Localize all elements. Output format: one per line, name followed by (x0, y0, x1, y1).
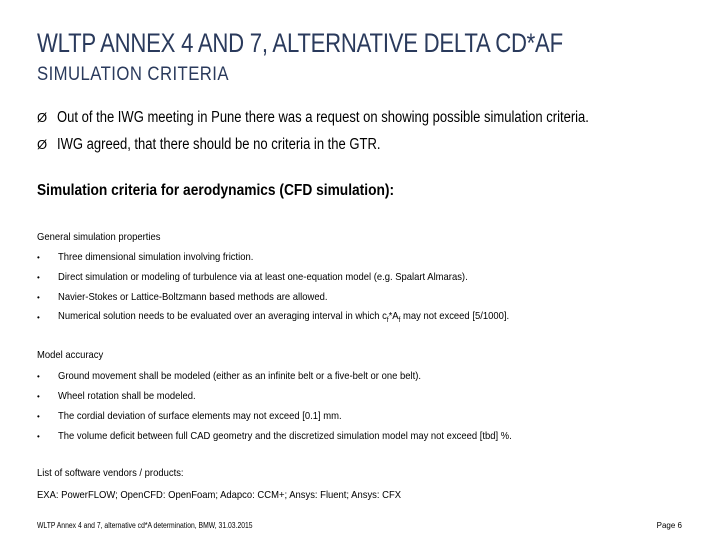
list-item (37, 426, 707, 446)
model-accuracy-list (37, 366, 707, 446)
bullet-text: Out of the IWG meeting in Pune there was a request on showing possible simulation criteria. (57, 108, 589, 126)
list-item (37, 307, 707, 327)
list-item-text: The volume deficit between full CAD geometry and the discretized simulation model may not exceed [tbd] %. (58, 430, 512, 442)
arrow-bullet-icon: Ø (37, 110, 48, 125)
bullet-dot-icon: • (37, 411, 40, 421)
general-properties-heading: General simulation properties (37, 231, 161, 243)
model-accuracy-heading: Model accuracy (37, 349, 104, 361)
page-title: WLTP ANNEX 4 AND 7, ALTERNATIVE DELTA CD*AF (37, 28, 563, 58)
vendors-list: EXA: PowerFLOW; OpenCFD: OpenFoam; Adapco: CCM+; Ansys: Fluent; Ansys: CFX (37, 489, 402, 501)
list-item-text-part: may not exceed [5/1000]. (400, 309, 510, 322)
bullet-dot-icon: • (37, 371, 40, 381)
page-subtitle: SIMULATION CRITERIA (37, 64, 229, 85)
list-item (37, 247, 707, 267)
list-item-text-part: Numerical solution needs to be evaluated over an averaging interval in which c (58, 309, 387, 322)
list-item (37, 104, 717, 131)
list-item-text: The cordial deviation of surface elements may not exceed [0.1] mm. (58, 410, 342, 422)
list-item (37, 366, 707, 386)
bullet-dot-icon: • (37, 292, 40, 302)
list-item-text: Three dimensional simulation involving friction. (58, 251, 254, 263)
list-item (37, 287, 707, 307)
list-item-text: Ground movement shall be modeled (either as an infinite belt or a five-belt or one belt). (58, 370, 421, 382)
list-item-text: Wheel rotation shall be modeled. (58, 390, 196, 402)
list-item-text: Direct simulation or modeling of turbulence via at least one-equation model (e.g. Spalart Almaras). (58, 271, 468, 283)
list-item (37, 131, 717, 158)
list-item-text (58, 310, 509, 324)
list-item-text-part: *A (388, 309, 399, 322)
section-heading: Simulation criteria for aerodynamics (CFD simulation): (37, 182, 395, 199)
bullet-dot-icon: • (37, 252, 40, 262)
bullet-text: IWG agreed, that there should be no criteria in the GTR. (57, 135, 381, 153)
general-properties-list (37, 247, 707, 327)
bullet-dot-icon: • (37, 272, 40, 282)
bullet-dot-icon: • (37, 391, 40, 401)
bullet-dot-icon: • (37, 431, 40, 441)
footer-text: WLTP Annex 4 and 7, alternative cd*A determination, BMW, 31.03.2015 (37, 521, 253, 530)
arrow-bullet-icon: Ø (37, 137, 48, 152)
subscript: f (386, 317, 389, 325)
list-item (37, 406, 707, 426)
page-number: Page 6 (656, 521, 682, 530)
bullet-dot-icon: • (37, 312, 40, 322)
list-item (37, 386, 707, 406)
list-item (37, 267, 707, 287)
subscript: f (398, 317, 401, 325)
vendors-heading: List of software vendors / products: (37, 467, 184, 479)
bullet-list (37, 104, 717, 158)
list-item-text: Navier-Stokes or Lattice-Boltzmann based methods are allowed. (58, 291, 328, 303)
